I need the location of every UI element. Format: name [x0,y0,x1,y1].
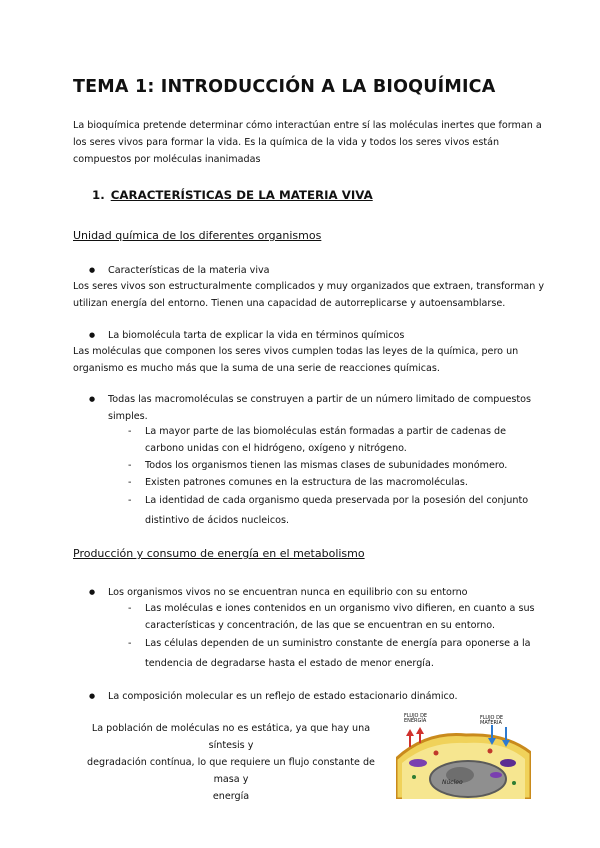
text-line: los seres vivos para formar la vida. Es la química de la vida y todos los seres vivos están [73,137,500,148]
text-line: La población de moléculas no es estática, ya que hay una síntesis y [91,723,371,751]
bullet-item: ● Características de la materia viva [108,262,270,279]
page-title: TEMA 1: INTRODUCCIÓN A LA BIOQUÍMICA [73,77,496,97]
bullet-item: ● Los organismos vivos no se encuentran nunca en equilibrio con su entorno [108,584,468,601]
figure-label-energy: FLUJO DE ENERGÍA [404,713,428,724]
paragraph [73,343,518,377]
figure-label-matter: FLUJO DE MATERIA [480,715,504,726]
text-line: compuestos por moléculas inanimadas [73,154,261,165]
section-heading [92,188,373,202]
dash-item: - Existen patrones comunes en la estructura de las macromoléculas. [145,474,468,491]
text-line: - Las moléculas e iones contenidos en un organismo vivo difieren, en cuanto a sus [145,603,535,614]
dash-item: - Todos los organismos tienen las mismas clases de subunidades monómero. [145,457,507,474]
bullet-item: ● La biomolécula tarta de explicar la vida en términos químicos [108,327,404,344]
text-line: - La mayor parte de las biomoléculas están formadas a partir de cadenas de [145,426,507,437]
text-line: Los seres vivos son estructuralmente complicados y muy organizados que extraen, transforman y [73,281,545,292]
dash-item [145,600,535,634]
dash-item [145,634,531,674]
section-number: 1. [92,188,105,202]
figure-label-nucleus: Núcleo [442,779,463,786]
text-line: degradación contínua, lo que requiere un flujo constante de masa y [87,757,375,785]
text-line: Las moléculas que componen los seres vivos cumplen todas las leyes de la química, pero un [73,346,519,357]
text-line: distintivo de ácidos nucleicos. [145,515,290,526]
text-line: carbono unidas con el hidrógeno, oxígeno y nitrógeno. [145,443,407,454]
bullet-item [108,391,531,425]
text-line: utilizan energía del entorno. Tienen una capacidad de autorreplicarse y autoensamblarse. [73,298,506,309]
intro-paragraph [73,117,542,168]
text-line: energía [212,791,250,802]
text-line: La bioquímica pretende determinar cómo interactúan entre sí las moléculas inertes que forman a [73,120,542,131]
text-line: características y concentración, de las que se encuentran en su entorno. [145,620,496,631]
section-title: CARACTERÍSTICAS DE LA MATERIA VIVA [110,188,373,202]
text-line: ● Todas las macromoléculas se construyen a partir de un número limitado de compuestos [108,394,532,405]
paragraph [73,278,544,312]
dash-item [145,491,528,531]
subheading-energia: Producción y consumo de energía en el metabolismo [73,547,365,560]
text-line: tendencia de degradarse hasta el estado de menor energía. [145,658,434,669]
text-line: organismo es mucho más que la suma de una serie de reacciones químicas. [73,363,440,374]
dash-item [145,423,506,457]
bullet-item: ● La composición molecular es un reflejo de estado estacionario dinámico. [108,688,458,705]
cell-figure [396,713,531,799]
text-line: - La identidad de cada organismo queda preservada por la posesión del conjunto [145,495,529,506]
subheading-unidad: Unidad química de los diferentes organismos [73,229,322,242]
text-line: simples. [108,411,148,422]
text-line: - Las células dependen de un suministro constante de energía para oponerse a la [145,638,531,649]
paragraph [73,720,389,805]
